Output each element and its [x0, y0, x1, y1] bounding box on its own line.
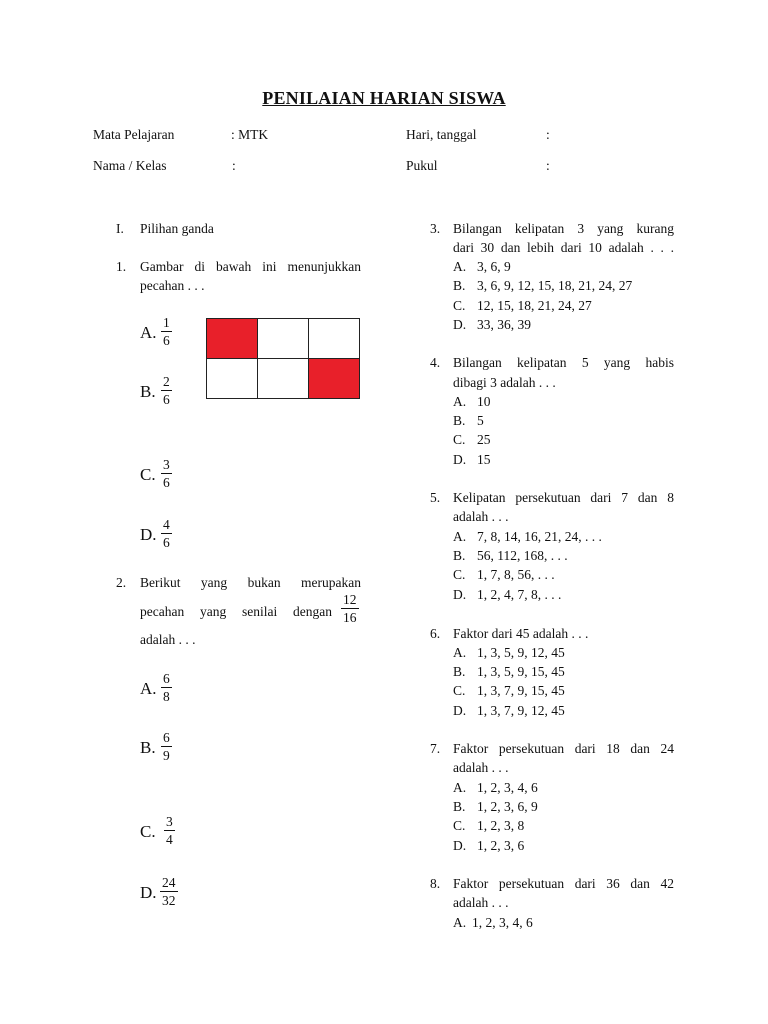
numerator: 4 — [163, 517, 170, 532]
q4-option-c-text: 25 — [477, 432, 491, 447]
q6-option-b-letter: B. — [453, 664, 466, 679]
numerator: 6 — [163, 671, 170, 686]
q5-option-b-text: 56, 112, 168, . . . — [477, 548, 568, 563]
q7-text-line1: Faktor persekutuan dari 18 dan 24 — [453, 741, 674, 756]
numerator: 2 — [163, 374, 170, 389]
section-label: Pilihan ganda — [140, 221, 214, 236]
q5-number: 5. — [430, 490, 441, 505]
q6-option-d-text: 1, 3, 7, 9, 12, 45 — [477, 703, 565, 718]
q4-number: 4. — [430, 355, 441, 370]
q5-option-c-text: 1, 7, 8, 56, . . . — [477, 567, 555, 582]
q2-option-b-letter: B. — [140, 738, 156, 757]
q4-option-a-letter: A. — [453, 394, 467, 409]
q7-option-d-text: 1, 2, 3, 6 — [477, 838, 525, 853]
q5-option-c-letter: C. — [453, 567, 466, 582]
q2-text-line3: adalah . . . — [140, 632, 196, 647]
q3-option-a-text: 3, 6, 9 — [477, 259, 511, 274]
q2-reference-fraction — [341, 593, 359, 624]
subject-label: Mata Pelajaran — [93, 127, 175, 142]
q4-text-line2: dibagi 3 adalah . . . — [453, 375, 556, 390]
q7-number: 7. — [430, 741, 441, 756]
q1-option-d-letter: D. — [140, 525, 157, 544]
q5-text-line1: Kelipatan persekutuan dari 7 dan 8 — [453, 490, 674, 505]
grid-cell-empty — [258, 319, 309, 359]
q3-option-b-letter: B. — [453, 278, 466, 293]
day-colon: : — [546, 127, 550, 142]
q7-text-line2: adalah . . . — [453, 760, 509, 775]
q3-text-line1: Bilangan kelipatan 3 yang kurang — [453, 221, 674, 236]
q1-option-d-fraction — [161, 518, 172, 549]
q5-option-d-text: 1, 2, 4, 7, 8, . . . — [477, 587, 562, 602]
q3-number: 3. — [430, 221, 441, 236]
q4-option-c-letter: C. — [453, 432, 466, 447]
q8-text-line2: adalah . . . — [453, 895, 509, 910]
q1-option-c-letter: C. — [140, 465, 156, 484]
q6-option-d-letter: D. — [453, 703, 467, 718]
q6-option-a-text: 1, 3, 5, 9, 12, 45 — [477, 645, 565, 660]
time-colon: : — [546, 158, 550, 173]
q2-text-line1: Berikut yang bukan merupakan — [140, 575, 361, 590]
q4-option-b-letter: B. — [453, 413, 466, 428]
denominator: 6 — [163, 474, 170, 490]
q7-option-c-text: 1, 2, 3, 8 — [477, 818, 525, 833]
q3-option-c-letter: C. — [453, 298, 466, 313]
q5-option-d-letter: D. — [453, 587, 467, 602]
q3-option-b-text: 3, 6, 9, 12, 15, 18, 21, 24, 27 — [477, 278, 633, 293]
q6-option-c-letter: C. — [453, 683, 466, 698]
q2-option-c-fraction — [164, 815, 175, 846]
denominator: 32 — [162, 892, 176, 908]
numerator: 6 — [163, 730, 170, 745]
q6-number: 6. — [430, 626, 441, 641]
numerator: 12 — [343, 592, 357, 607]
q3-option-d-text: 33, 36, 39 — [477, 317, 531, 332]
q1-option-b-letter: B. — [140, 382, 156, 401]
q4-option-a-text: 10 — [477, 394, 491, 409]
q8-number: 8. — [430, 876, 441, 891]
q5-text-line2: adalah . . . — [453, 509, 509, 524]
q4-option-d-letter: D. — [453, 452, 467, 467]
q1-option-b-fraction — [161, 375, 172, 406]
q5-option-a-letter: A. — [453, 529, 467, 544]
q2-option-a-letter: A. — [140, 679, 157, 698]
grid-cell-empty — [309, 319, 360, 359]
denominator: 16 — [343, 609, 357, 625]
denominator: 8 — [163, 688, 170, 704]
q4-option-b-text: 5 — [477, 413, 484, 428]
grid-cell-filled — [309, 359, 360, 399]
denominator: 4 — [166, 831, 173, 847]
q2-number: 2. — [116, 575, 127, 590]
q1-number: 1. — [116, 259, 127, 274]
q3-option-c-text: 12, 15, 18, 21, 24, 27 — [477, 298, 592, 313]
q2-option-d-letter: D. — [140, 883, 157, 902]
q1-option-a-fraction — [161, 316, 172, 347]
numerator: 24 — [162, 875, 176, 890]
q1-option-c-fraction — [161, 458, 172, 489]
q1-text-line2: pecahan . . . — [140, 278, 205, 293]
name-class-colon: : — [232, 158, 236, 173]
subject-value: : MTK — [231, 127, 269, 142]
q7-option-a-letter: A. — [453, 780, 467, 795]
q3-option-d-letter: D. — [453, 317, 467, 332]
q7-option-d-letter: D. — [453, 838, 467, 853]
q2-option-c-letter: C. — [140, 822, 156, 841]
q4-text-line1: Bilangan kelipatan 5 yang habis — [453, 355, 674, 370]
q2-option-b-fraction — [161, 731, 172, 762]
numerator: 1 — [163, 315, 170, 330]
day-label: Hari, tanggal — [406, 127, 477, 142]
q7-option-a-text: 1, 2, 3, 4, 6 — [477, 780, 538, 795]
q2-option-d-fraction — [160, 876, 178, 907]
q7-option-c-letter: C. — [453, 818, 466, 833]
denominator: 6 — [163, 391, 170, 407]
q5-option-b-letter: B. — [453, 548, 466, 563]
grid-cell-empty — [258, 359, 309, 399]
q3-text-line2: dari 30 dan lebih dari 10 adalah . . . — [453, 240, 674, 255]
fraction-grid — [206, 318, 360, 399]
grid-cell-empty — [207, 359, 258, 399]
q6-option-c-text: 1, 3, 7, 9, 15, 45 — [477, 683, 565, 698]
q2-text-line2: pecahan yang senilai dengan — [140, 604, 332, 619]
q8-option-a-letter: A. — [453, 915, 467, 930]
name-class-label: Nama / Kelas — [93, 158, 167, 173]
q7-option-b-letter: B. — [453, 799, 466, 814]
q8-option-a-text: 1, 2, 3, 4, 6 — [472, 915, 533, 930]
q7-option-b-text: 1, 2, 3, 6, 9 — [477, 799, 538, 814]
numerator: 3 — [166, 814, 173, 829]
q6-option-b-text: 1, 3, 5, 9, 15, 45 — [477, 664, 565, 679]
q8-text-line1: Faktor persekutuan dari 36 dan 42 — [453, 876, 674, 891]
page-title: PENILAIAN HARIAN SISWA — [262, 88, 506, 108]
denominator: 9 — [163, 747, 170, 763]
q6-text-line1: Faktor dari 45 adalah . . . — [453, 626, 589, 641]
q3-option-a-letter: A. — [453, 259, 467, 274]
q2-option-a-fraction — [161, 672, 172, 703]
q6-option-a-letter: A. — [453, 645, 467, 660]
section-number: I. — [116, 221, 124, 236]
q1-option-a-letter: A. — [140, 323, 157, 342]
q4-option-d-text: 15 — [477, 452, 491, 467]
q1-text-line1: Gambar di bawah ini menunjukkan — [140, 259, 361, 274]
grid-cell-filled — [207, 319, 258, 359]
denominator: 6 — [163, 534, 170, 550]
denominator: 6 — [163, 332, 170, 348]
q5-option-a-text: 7, 8, 14, 16, 21, 24, . . . — [477, 529, 602, 544]
numerator: 3 — [163, 457, 170, 472]
time-label: Pukul — [406, 158, 438, 173]
